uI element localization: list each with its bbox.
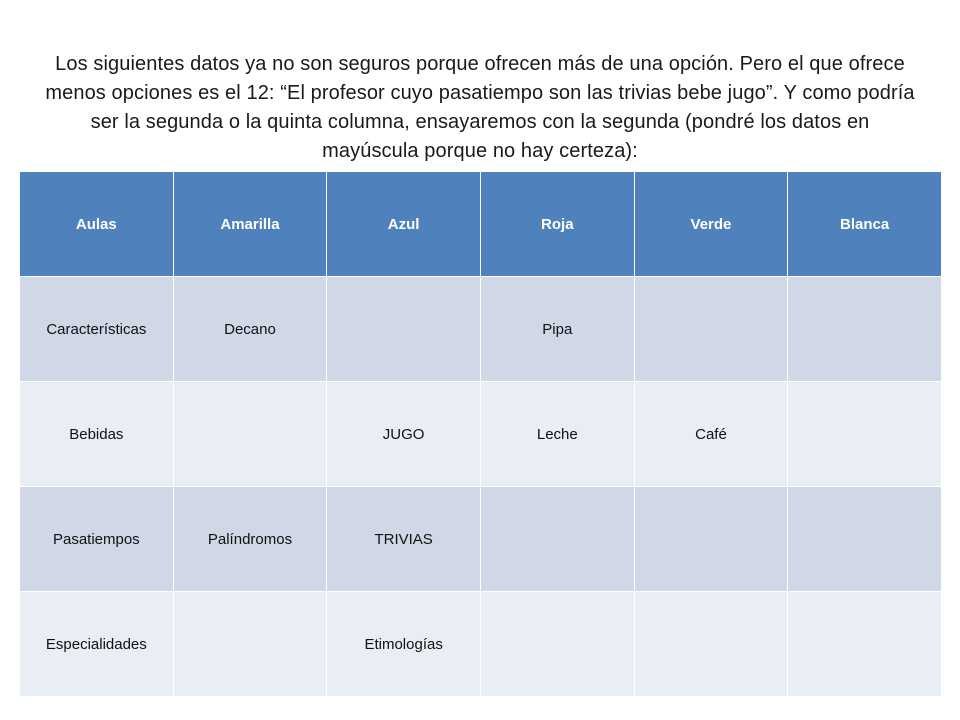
table-cell — [788, 487, 942, 592]
table-cell — [788, 592, 942, 697]
table-cell — [788, 277, 942, 382]
intro-paragraph: Los siguientes datos ya no son seguros porque ofrecen más de una opción. Pero el que ofrece menos opciones es el 12: “El profesor cuyo pasatiempo son las trivias bebe jugo”. Y como podría ser la segunda o la quinta columna, ensayaremos con la segunda (pondré los datos en mayúscula porque no hay certeza): — [45, 53, 915, 162]
table-cell — [634, 277, 788, 382]
table-cell: Café — [634, 382, 788, 487]
table-cell — [788, 382, 942, 487]
table-cell — [173, 592, 327, 697]
row-label: Especialidades — [20, 592, 174, 697]
table-cell: TRIVIAS — [327, 487, 481, 592]
table-row-pasatiempos — [20, 487, 942, 592]
table-cell: Palíndromos — [173, 487, 327, 592]
table-cell — [480, 487, 634, 592]
table-cell: Etimologías — [327, 592, 481, 697]
row-label: Pasatiempos — [20, 487, 174, 592]
table-cell — [634, 487, 788, 592]
header-aulas: Aulas — [20, 172, 174, 277]
table-cell — [480, 592, 634, 697]
row-label: Características — [20, 277, 174, 382]
table-cell — [327, 277, 481, 382]
table-cell: Decano — [173, 277, 327, 382]
logic-puzzle-table — [19, 171, 942, 697]
table-cell: Pipa — [480, 277, 634, 382]
table-row-caracteristicas — [20, 277, 942, 382]
table-cell — [173, 382, 327, 487]
table-header-row — [20, 172, 942, 277]
table-cell: JUGO — [327, 382, 481, 487]
header-roja: Roja — [480, 172, 634, 277]
table-cell — [634, 592, 788, 697]
table-row-bebidas — [20, 382, 942, 487]
header-verde: Verde — [634, 172, 788, 277]
table-row-especialidades — [20, 592, 942, 697]
header-azul: Azul — [327, 172, 481, 277]
header-amarilla: Amarilla — [173, 172, 327, 277]
row-label: Bebidas — [20, 382, 174, 487]
header-blanca: Blanca — [788, 172, 942, 277]
table-cell: Leche — [480, 382, 634, 487]
